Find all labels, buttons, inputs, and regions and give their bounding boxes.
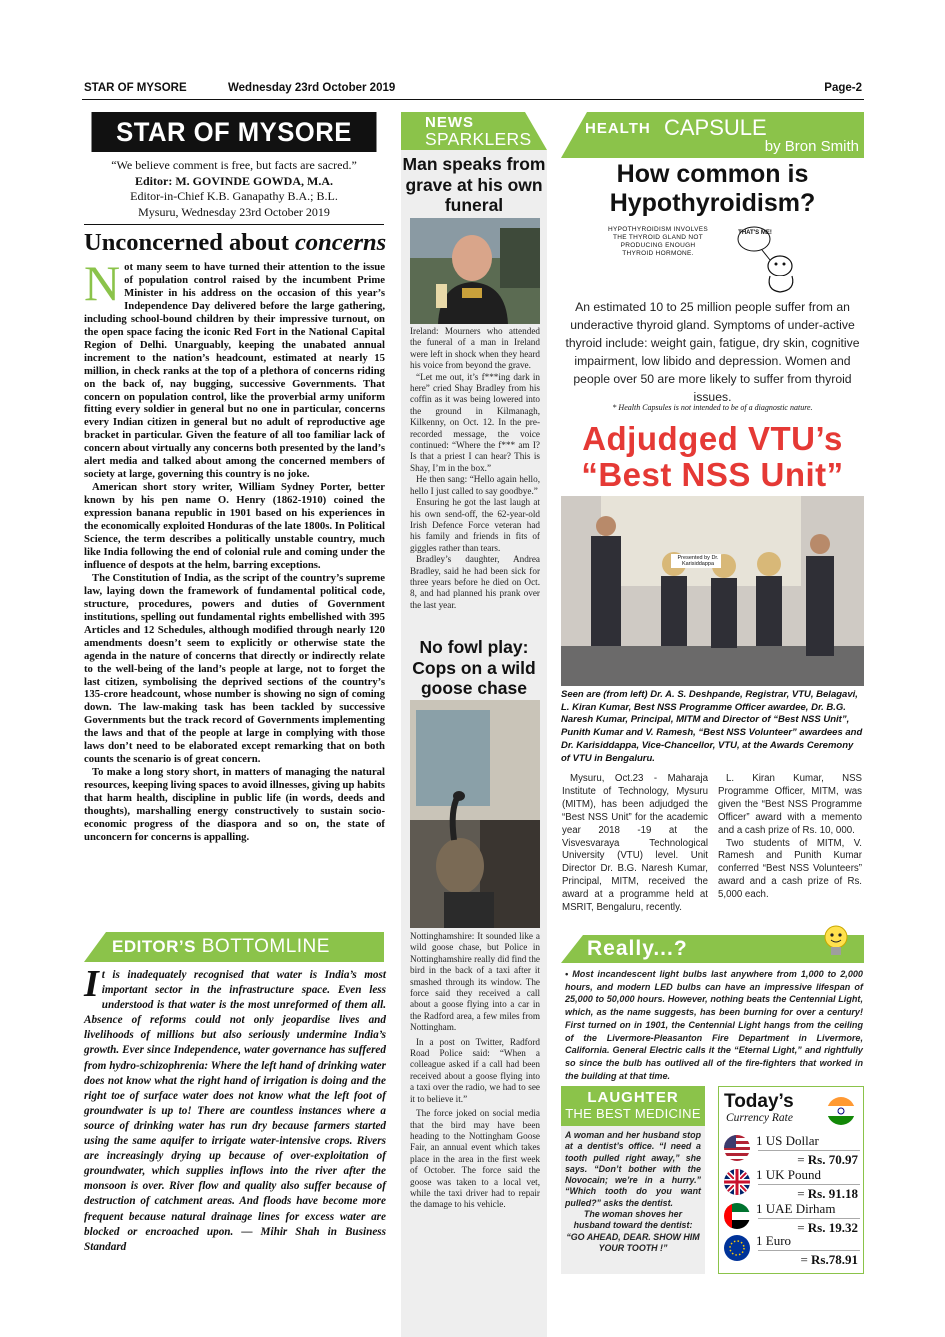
uk-flag-icon (724, 1169, 750, 1195)
currency-label: 1 Euro (756, 1233, 792, 1248)
vtu-column-1 (562, 773, 708, 915)
story-paragraph: He then sang: “Hello again hello, hello I just called to say goodbye.” (410, 474, 540, 496)
headline-line1: Adjudged VTU’s (582, 420, 843, 457)
story-paragraph: The force joked on social media that the bird may have been heading to the Nottingham Goose Fair, an annual event which takes place in the area in the first week of October. The force said the goose was taken to a local vet, while the taxi driver had to repair the damage to his vehicle. (410, 1108, 540, 1210)
cartoon-bubble: THAT'S ME! (738, 230, 772, 236)
joke-punchline: The woman shoves her husband toward the dentist: “GO AHEAD, DEAR. SHOW HIM YOUR TOOTH !” (566, 1209, 700, 1253)
editorial-paragraph: The Constitution of India, as the script of the country’s supreme law, laying down the framework of fundamental political code, structure, procedures, powers and duties of Government institutions, spelling out fundamental rights embellished with 395 Articles and 12 Schedules, although modified through nearly 120 amendments doesn’t seem to explicitly or otherwise state the agenda in the nature of concerns that directly or indirectly relate to the well-being of the land’s people at large, not to forget the last citizen, symbolising the deprived sections of the country’s 135-crore headcount, whose number is showing no sign of coming down. The law-making task has been tackled by successive Governments but the track record of Governments implementing the laws and that of the people at large in complying with those laws don’t need to be elaborated except remarking that on both counts the scenario is of great concern. (84, 571, 385, 766)
story2-text (410, 931, 540, 1211)
uae-flag-icon (724, 1203, 750, 1229)
story-paragraph: In a post on Twitter, Radford Road Police said: “When a colleague asked if a call had been received about a goose flying into a taxi over the radio, we had to see it to believe it.” (410, 1036, 540, 1104)
headline-text: Unconcerned about (84, 229, 295, 256)
editor-line: Editor: M. GOVINDE GOWDA, M.A. (135, 173, 333, 188)
page-number: Page-2 (824, 82, 862, 94)
thyroid-cartoon (608, 224, 818, 296)
vtu-column-2 (718, 773, 862, 902)
drop-cap: I (84, 963, 99, 1005)
currency-subtitle: Currency Rate (726, 1112, 793, 1124)
divider (84, 224, 384, 225)
page-header (82, 80, 864, 100)
byline: by Bron Smith (764, 138, 859, 155)
headline-line2: “Best NSS Unit” (581, 456, 844, 493)
currency-label: 1 US Dollar (756, 1133, 819, 1148)
dateline: Mysuru, Wednesday 23rd October 2019 (138, 204, 330, 219)
currency-title: Today’s (724, 1091, 794, 1112)
banner-rest: BOTTOMLINE (195, 936, 330, 957)
masthead-title: STAR OF MYSORE (92, 112, 377, 152)
paragraph-text: ot many seem to have turned their attention to the issue of population control raised by the incumbent Prime Minister in his address on the occasion of this year’s Independence Day delivered before the large gathering, including school-bound children by their impressive turnout, on the open space facing the iconic Red Fort in the National Capital Region of Delhi. Unarguably, keeping the unabated annual increment to the nation’s headcount, estimated at nearly 15 million, in check ranks at the top of a plethora of concerns riding on the back of, nay bugging, successive Governments. That concern on population control, like the proverbial army uniform fitting every soldier in general but no one in particular, concerns every Indian citizen in general but no adult of reproductive age bracket in particular. Given the feature of all too familiar lack of concern about virtually any concerns both presented by the land’s alert media and talked about among the concerned members of society at large, governing this country is no joke. (84, 261, 385, 481)
banner-label: Really...? (587, 937, 688, 960)
chief-line: Editor-in-Chief K.B. Ganapathy B.A.; B.L. (130, 189, 338, 203)
story-paragraph: Ensuring he got the last laugh at his own send-off, the 62-year-old Irish Defence Force veteran had his family and friends in fits of giggles rather than tears. (410, 497, 540, 553)
currency-value: = Rs. 91.18 (797, 1186, 858, 1201)
photo-banner: Presented by Dr. Karisiddappa (677, 555, 719, 567)
really-text: • Most incandescent light bulbs last anywhere from 1,000 to 2,000 hours, and modern LED bulbs can have an impressive lifespan of 25,000 to 50,000 hours. However, nothing beats the Centennial Light, which, as the name suggests, has been burning for over a century! First turned on in 1901, the Centennial Light hangs from the ceiling of the Livermore-Pleasanton Fire Department in Livermore, California. General Electric calls it the “Eternal Light,” and rightfully so since the bulb has outlived all of the fire-fighters that worked in the building at that time. (565, 969, 863, 1081)
award-photo (561, 496, 864, 686)
us-flag-icon (724, 1135, 750, 1161)
masthead-info (84, 158, 384, 220)
vtu-caption: Seen are (from left) Dr. A. S. Deshpande, Registrar, VTU, Belagavi, L. Kiran Kumar, Best NSS Programme Officer awardee, Dr. B.G. Naresh Kumar, Principal, MITM and Director of “Best NSS Unit”, Punith Kumar and V. Ramesh, “Best NSS Volunteer” awardees and Dr. Karisiddappa, Vice-Chancellor, VTU, at the Awards Ceremony of VTU in Bengaluru. (561, 689, 863, 764)
joke-text: A woman and her husband stop at a dentist’s office. “I need a tooth pulled right away,” she says. “Don’t bother with the Novocain; we’re in a hurry.” “Which tooth do you want pulled?” asks the dentist. (565, 1130, 701, 1208)
health-text: An estimated 10 to 25 million people suffer from an underactive thyroid gland. Symptoms of under-active thyroid include: weight gain, fatigue, dry skin, cognitive impairment, low libido and depression. Women and people over 50 are more likely to suffer from thyroid issues. (565, 300, 860, 404)
news-banner (401, 112, 547, 150)
motto: “We believe comment is free, but facts are sacred.” (111, 158, 357, 172)
bottomline-text: t is inadequately recognised that water is India’s most important sector in the infrastructure space. Even less understood is that water is the most unreformed of them all. Absence of reforms could not only jeopardise lives and livelihoods of millions but also seriously undermine India’s growth. Ever since Independence, water governance has suffered from hydro-schizophrenia: Where the left hand of drinking water does not know what the right hand of irrigation is doing and the right toe of surface water does not know what the left foot of groundwater is up to! There are countless instances where a source of drinking water has run dry because farmers started using the same aquifer to irrigate water-intensive crops. Rivers are increasingly drying up because of over-exploitation of groundwater, which supplies inflows into the river after the monsoon is over. River flow and quality also suffer because of destruction of catchment areas. And floods have become more frequent because natural drainage lines for excess water are blocked or encroached upon. — Mihir Shah in Business Standard (84, 969, 386, 1253)
laughter-banner (561, 1086, 705, 1126)
laughter-text (565, 1130, 701, 1254)
story1-text (410, 326, 540, 611)
headline-italic: concerns (294, 229, 387, 256)
drop-cap: N (84, 261, 121, 311)
currency-value: = Rs. 70.97 (797, 1152, 858, 1167)
bottomline-banner (84, 932, 384, 962)
vtu-paragraph: Two students of MITM, V. Ramesh and Punith Kumar conferred “Best NSS Volunteers” award and a cash prize of Rs. 5,000 each. (718, 837, 862, 901)
banner-top: LAUGHTER (587, 1089, 679, 1106)
lightbulb-icon (822, 924, 850, 958)
vtu-paragraph: L. Kiran Kumar, NSS Programme Officer, MITM, was given the “Best NSS Programme Officer” award with a memento and a cash prize of Rs. 10, 000. (718, 773, 862, 836)
editorial-paragraph: To make a long story short, in matters of managing the natural resources, keeping living spaces to avoid illnesses, giving up habits that harm health, discipline in public life (in words, deeds and thoughts), marshalling energy constructively to sustain socio-economic progress of the diaspora and so on, the state of unconcern for concerns is appalling. (84, 766, 385, 843)
eu-flag-icon (724, 1235, 750, 1261)
banner-bold: HEALTH (585, 120, 651, 137)
editorial-headline (84, 229, 389, 257)
health-banner (561, 112, 864, 158)
bottomline-body (84, 963, 386, 1255)
india-flag-icon (826, 1096, 856, 1126)
currency-row (722, 1233, 862, 1279)
currency-label: 1 UAE Dirham (756, 1201, 836, 1216)
banner-bold: EDITOR’S (112, 937, 196, 956)
banner-rest: CAPSULE (664, 115, 767, 140)
vtu-headline (561, 421, 864, 493)
currency-label: 1 UK Pound (756, 1167, 822, 1182)
health-headline: How common is Hypothyroidism? (609, 160, 816, 217)
story-paragraph: Ireland: Mourners who attended the funeral of a man in Ireland were left in shock when they heard his voice from beyond the grave. (410, 326, 540, 371)
editorial-paragraph: American short story writer, William Sydney Porter, better known by his pen name O. Henry (1862-1910) coined the expression banana republic in 1901 based on his experiences in the economically exploited Honduras of the late 1800s. In Political Science, the term describes a politically unstable country, much like India following the end of colonial rule and coming under the influence of despots at the helm, barring exceptions. (84, 481, 385, 571)
banner-bottom: THE BEST MEDICINE (565, 1106, 701, 1121)
story2-headline: No fowl play: Cops on a wild goose chase (412, 637, 536, 698)
paper-name: STAR OF MYSORE (84, 82, 187, 94)
currency-value: = Rs. 19.32 (797, 1220, 858, 1235)
goose-photo (410, 700, 540, 928)
editorial-paragraph (84, 261, 385, 481)
story-paragraph: Nottinghamshire: It sounded like a wild goose chase, but Police in Nottinghamshire really did find the bird in the back of a taxi after it smashed through its window. The force said they received a call about a goose flying into a car in the Radford area, a few miles from Nottingham. (410, 931, 540, 1033)
currency-value: = Rs.78.91 (800, 1252, 858, 1267)
banner-top: NEWS (425, 114, 474, 131)
funeral-photo (410, 218, 540, 324)
editorial-body (84, 261, 385, 923)
health-note: * Health Capsules is not intended to be of a diagnostic nature. (612, 403, 813, 412)
story-paragraph: Bradley’s daughter, Andrea Bradley, said he had been sick for three years before he died on Oct. 8, and had planned his prank over the last year. (410, 554, 540, 610)
story-paragraph: “Let me out, it’s f***ing dark in here” cried Shay Bradley from his coffin as it was being lowered into the ground in Kilmanagh, Kilkenny, on Oct. 12. In the pre-recorded message, the voice continued: “Where the f*** am I? Is that a priest I can hear? This is Shay, I’m in the box.” (410, 371, 540, 473)
vtu-paragraph: Mysuru, Oct.23 - Maharaja Institute of Technology, Mysuru (MITM), has been adjudged the “Best NSS Unit” for the academic year 2018 -19 at the Visvesvaraya Technological University (VTU) level. Unit Director Dr. B.G. Naresh Kumar, Principal, MITM, received the award at a programme held at MSRIT, Bengaluru, recently. (562, 773, 708, 914)
story1-headline: Man speaks from grave at his own funeral (402, 154, 546, 215)
cartoon-caption: HYPOTHYROIDISM INVOLVES THE THYROID GLAND NOT PRODUCING ENOUGH THYROID HORMONE. (608, 226, 708, 257)
banner-bottom: SPARKLERS (425, 129, 532, 149)
really-banner (561, 935, 864, 963)
issue-date: Wednesday 23rd October 2019 (228, 82, 396, 94)
